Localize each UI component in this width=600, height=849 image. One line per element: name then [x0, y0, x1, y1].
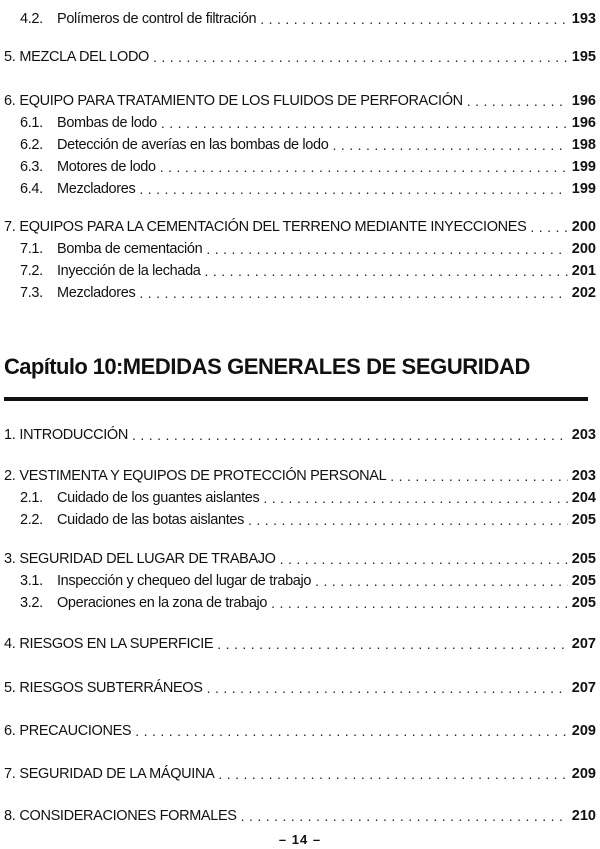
entry-number: 6.: [4, 93, 16, 109]
entry-page: 205: [571, 551, 596, 567]
entry-number: 2.1.: [20, 490, 43, 506]
dot-leader: [241, 807, 568, 825]
toc-entry-c3[interactable]: [4, 548, 596, 568]
entry-page: 193: [571, 11, 596, 27]
toc-entry-c4[interactable]: [4, 633, 596, 653]
dot-leader: [332, 136, 567, 154]
page-number: – 14 –: [278, 832, 322, 847]
entry-page: 207: [571, 636, 596, 652]
entry-page: 196: [571, 115, 596, 131]
dot-leader: [161, 114, 568, 132]
entry-number: 4.2.: [20, 11, 43, 27]
toc-entry-7-2[interactable]: [20, 260, 596, 280]
entry-title: Mezcladores: [57, 285, 136, 301]
toc-entry-c2-1[interactable]: [20, 487, 596, 507]
entry-title: Inspección y chequeo del lugar de trabajo: [57, 573, 312, 589]
toc-entry-7-3[interactable]: [20, 282, 596, 302]
entry-number: 8.: [4, 808, 16, 824]
entry-page: 209: [571, 723, 596, 739]
entry-number: 3.: [4, 551, 16, 567]
toc-entry-6-4[interactable]: [20, 178, 596, 198]
dot-leader: [218, 765, 567, 783]
dot-leader: [132, 426, 568, 444]
dot-leader: [248, 511, 568, 529]
entry-page: 209: [571, 766, 596, 782]
entry-page: 205: [571, 512, 596, 528]
entry-number: 3.2.: [20, 595, 43, 611]
dot-leader: [160, 158, 568, 176]
entry-number: 7.3.: [20, 285, 43, 301]
entry-page: 202: [571, 285, 596, 301]
entry-title: Inyección de la lechada: [57, 263, 201, 279]
entry-title: SEGURIDAD DE LA MÁQUINA: [19, 766, 215, 782]
toc-entry-6[interactable]: [4, 90, 596, 110]
entry-number: 3.1.: [20, 573, 43, 589]
entry-title: Cuidado de las botas aislantes: [57, 512, 244, 528]
chapter-heading: [4, 354, 530, 380]
chapter-rule: [4, 397, 588, 401]
entry-page: 203: [571, 468, 596, 484]
entry-title: RIESGOS SUBTERRÁNEOS: [19, 680, 203, 696]
entry-number: 7.: [4, 219, 16, 235]
entry-title: Bombas de lodo: [57, 115, 157, 131]
chapter-label: Capítulo 10:: [4, 354, 123, 379]
entry-title: Mezcladores: [57, 181, 136, 197]
entry-number: 5.: [4, 680, 16, 696]
toc-entry-c2-2[interactable]: [20, 509, 596, 529]
entry-title: Motores de lodo: [57, 159, 156, 175]
entry-page: 210: [571, 808, 596, 824]
dot-leader: [153, 48, 568, 66]
toc-entry-c2[interactable]: [4, 465, 596, 485]
entry-page: 201: [571, 263, 596, 279]
entry-number: 6.1.: [20, 115, 43, 131]
chapter-title: MEDIDAS GENERALES DE SEGURIDAD: [122, 354, 530, 379]
entry-page: 200: [571, 241, 596, 257]
dot-leader: [139, 180, 567, 198]
entry-number: 6.2.: [20, 137, 43, 153]
entry-page: 199: [571, 159, 596, 175]
dot-leader: [206, 240, 567, 258]
toc-entry-c3-1[interactable]: [20, 570, 596, 590]
entry-title: MEZCLA DEL LODO: [19, 49, 149, 65]
toc-entry-7-1[interactable]: [20, 238, 596, 258]
entry-number: 7.2.: [20, 263, 43, 279]
toc-entry-c6[interactable]: [4, 720, 596, 740]
toc-entry-4-2[interactable]: [20, 8, 596, 28]
entry-title: VESTIMENTA Y EQUIPOS DE PROTECCIÓN PERSONAL: [19, 468, 387, 484]
toc-entry-7[interactable]: [4, 216, 596, 236]
entry-title: EQUIPO PARA TRATAMIENTO DE LOS FLUIDOS DE PERFORACIÓN: [19, 93, 463, 109]
dot-leader: [271, 594, 568, 612]
dot-leader: [390, 467, 568, 485]
toc-entry-6-2[interactable]: [20, 134, 596, 154]
entry-page: 203: [571, 427, 596, 443]
dot-leader: [467, 92, 568, 110]
entry-page: 205: [571, 595, 596, 611]
entry-number: 6.: [4, 723, 16, 739]
entry-number: 6.3.: [20, 159, 43, 175]
entry-number: 2.: [4, 468, 16, 484]
entry-title: PRECAUCIONES: [19, 723, 132, 739]
entry-number: 1.: [4, 427, 16, 443]
toc-entry-c1[interactable]: [4, 424, 596, 444]
dot-leader: [135, 722, 568, 740]
toc-entry-c3-2[interactable]: [20, 592, 596, 612]
entry-page: 204: [571, 490, 596, 506]
entry-page: 199: [571, 181, 596, 197]
entry-title: Polímeros de control de filtración: [57, 11, 257, 27]
dot-leader: [207, 679, 568, 697]
entry-page: 200: [571, 219, 596, 235]
entry-page: 198: [571, 137, 596, 153]
dot-leader: [260, 10, 568, 28]
entry-number: 7.: [4, 766, 16, 782]
entry-title: SEGURIDAD DEL LUGAR DE TRABAJO: [19, 551, 276, 567]
entry-title: Cuidado de los guantes aislantes: [57, 490, 260, 506]
toc-entry-6-1[interactable]: [20, 112, 596, 132]
dot-leader: [217, 635, 568, 653]
entry-title: Detección de averías en las bombas de lodo: [57, 137, 329, 153]
entry-page: 195: [571, 49, 596, 65]
entry-page: 205: [571, 573, 596, 589]
entry-title: CONSIDERACIONES FORMALES: [19, 808, 237, 824]
entry-title: INTRODUCCIÓN: [19, 427, 128, 443]
toc-entry-c7[interactable]: [4, 763, 596, 783]
dot-leader: [280, 550, 568, 568]
toc-entry-5[interactable]: [4, 46, 596, 66]
entry-number: 2.2.: [20, 512, 43, 528]
toc-entry-6-3[interactable]: [20, 156, 596, 176]
toc-entry-c8[interactable]: [4, 805, 596, 825]
dot-leader: [139, 284, 567, 302]
entry-number: 6.4.: [20, 181, 43, 197]
entry-page: 196: [571, 93, 596, 109]
entry-number: 5.: [4, 49, 16, 65]
dot-leader: [263, 489, 567, 507]
entry-number: 7.1.: [20, 241, 43, 257]
entry-title: EQUIPOS PARA LA CEMENTACIÓN DEL TERRENO MEDIANTE INYECCIONES: [19, 219, 527, 235]
dot-leader: [530, 218, 567, 236]
entry-title: Bomba de cementación: [57, 241, 203, 257]
entry-title: RIESGOS EN LA SUPERFICIE: [19, 636, 214, 652]
entry-page: 207: [571, 680, 596, 696]
entry-number: 4.: [4, 636, 16, 652]
entry-title: Operaciones en la zona de trabajo: [57, 595, 268, 611]
dot-leader: [315, 572, 568, 590]
toc-entry-c5[interactable]: [4, 677, 596, 697]
dot-leader: [205, 262, 568, 280]
